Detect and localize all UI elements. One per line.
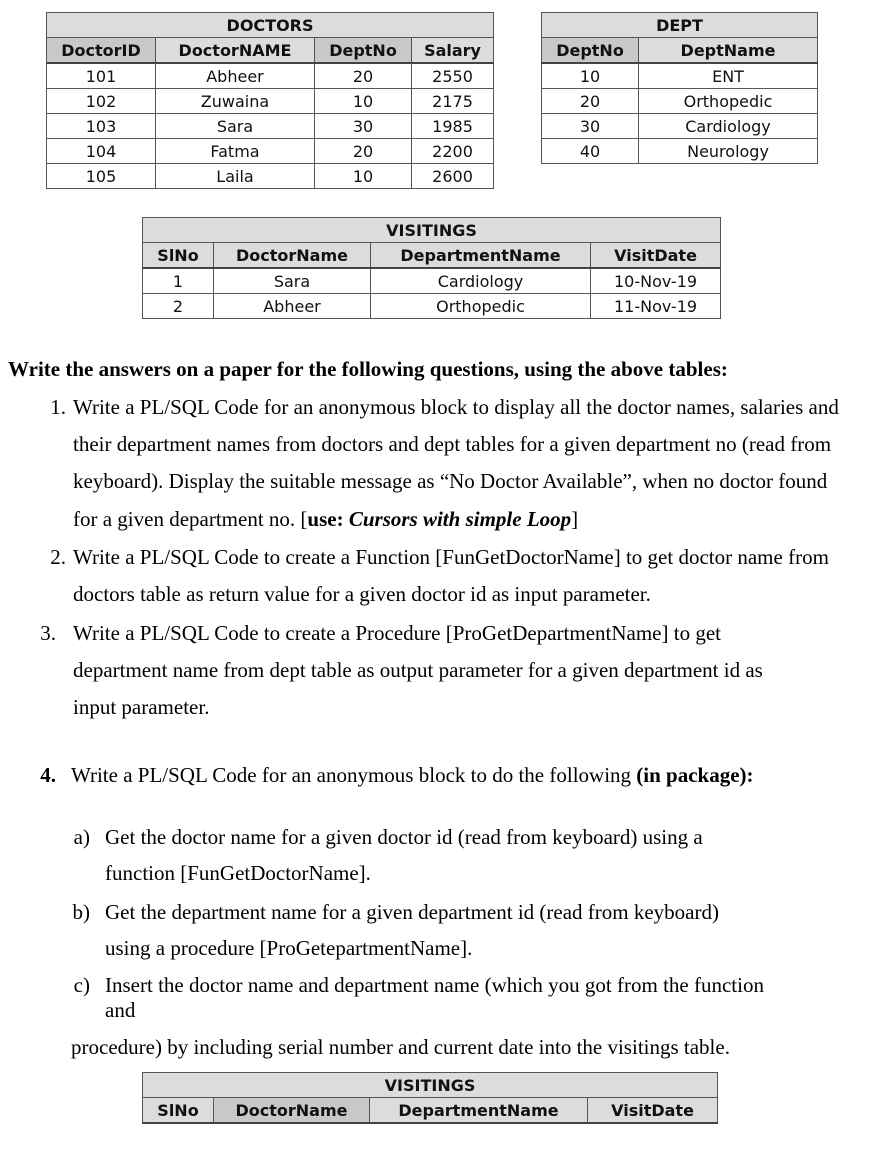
question-number: 1. [50, 395, 66, 419]
use-label: use: [307, 507, 344, 531]
dept-table [541, 12, 818, 164]
subitem-line: Get the doctor name for a given doctor id (read from keyboard) using a [105, 825, 703, 849]
cell: Abheer [156, 63, 315, 89]
cell: Cardiology [371, 268, 591, 294]
cell: 10 [315, 89, 412, 114]
visitings-empty-header-visitdate: VisitDate [588, 1098, 718, 1124]
cell: Orthopedic [639, 89, 818, 114]
visitings-empty-header-doctorname: DoctorName [214, 1098, 370, 1124]
visitings-empty-header-slno: SlNo [143, 1098, 214, 1124]
dept-header-deptname: DeptName [639, 38, 818, 64]
doctors-table-title: DOCTORS [47, 13, 494, 38]
cell: 10 [542, 63, 639, 89]
question-line: Write a PL/SQL Code to create a Function [FunGetDoctorName] to get doctor name from [73, 545, 829, 569]
question-text: for a given department no. [ [73, 507, 308, 531]
cell: Sara [214, 268, 371, 294]
visitings-header-doctorname: DoctorName [214, 243, 371, 269]
table-row [47, 139, 494, 164]
table-row [143, 294, 721, 319]
cell: Zuwaina [156, 89, 315, 114]
cell: 30 [542, 114, 639, 139]
subitem-label-b: b) [72, 900, 90, 924]
question-number: 2. [50, 545, 66, 569]
question-line: keyboard). Display the suitable message as “No Doctor Available”, when no doctor found [73, 469, 828, 493]
doctors-header-doctorid: DoctorID [47, 38, 156, 64]
question-text: ] [571, 507, 579, 531]
cell: 102 [47, 89, 156, 114]
visitings-header-slno: SlNo [143, 243, 214, 269]
cell: 30 [315, 114, 412, 139]
doctors-header-salary: Salary [412, 38, 494, 64]
cell: Cardiology [639, 114, 818, 139]
subitem-line: procedure) by including serial number and current date into the visitings table. [71, 1035, 730, 1059]
cell: 1 [143, 268, 214, 294]
table-row [47, 114, 494, 139]
cell: 20 [315, 63, 412, 89]
subitem-label-a: a) [73, 825, 90, 849]
cell: 104 [47, 139, 156, 164]
cell: 20 [315, 139, 412, 164]
cell: 103 [47, 114, 156, 139]
question-line [71, 763, 754, 788]
table-row [143, 268, 721, 294]
visitings-table-title: VISITINGS [143, 218, 721, 243]
cell: 101 [47, 63, 156, 89]
table-row [47, 63, 494, 89]
cell: 20 [542, 89, 639, 114]
subitem-line: and [105, 998, 136, 1022]
cell: Neurology [639, 139, 818, 164]
cell: 2 [143, 294, 214, 319]
table-row [47, 164, 494, 189]
cell: 40 [542, 139, 639, 164]
visitings-empty-title: VISITINGS [143, 1073, 718, 1098]
question-text: Write a PL/SQL Code for an anonymous block to do the following [71, 763, 632, 787]
visitings-header-row [143, 243, 721, 269]
question-line: input parameter. [73, 695, 210, 719]
doctors-header-row [47, 38, 494, 64]
doctors-header-deptno: DeptNo [315, 38, 412, 64]
question-number: 3. [40, 621, 56, 645]
cell: 105 [47, 164, 156, 189]
subitem-line: Insert the doctor name and department name (which you got from the function [105, 973, 764, 997]
visitings-empty-header-departmentname: DepartmentName [370, 1098, 588, 1124]
table-row [47, 89, 494, 114]
cell: 11-Nov-19 [591, 294, 721, 319]
cell: 10 [315, 164, 412, 189]
table-row [542, 89, 818, 114]
cell: Laila [156, 164, 315, 189]
emphasis-text: Cursors with simple Loop [348, 507, 572, 531]
visitings-empty-table [142, 1072, 718, 1124]
question-line: doctors table as return value for a given doctor id as input parameter. [73, 582, 651, 606]
table-row [542, 63, 818, 89]
cell: 1985 [412, 114, 494, 139]
dept-table-title: DEPT [542, 13, 818, 38]
visitings-table [142, 217, 721, 319]
question-line [73, 507, 578, 532]
instructions-heading: Write the answers on a paper for the following questions, using the above tables: [8, 357, 728, 381]
visitings-header-departmentname: DepartmentName [371, 243, 591, 269]
question-number: 4. [40, 763, 56, 787]
cell: Fatma [156, 139, 315, 164]
visitings-empty-header-row [143, 1098, 718, 1124]
cell: 2550 [412, 63, 494, 89]
cell: 2200 [412, 139, 494, 164]
question-line: department name from dept table as output parameter for a given department id as [73, 658, 763, 682]
emphasis-text: (in package): [636, 763, 754, 787]
subitem-line: function [FunGetDoctorName]. [105, 861, 371, 885]
subitem-line: using a procedure [ProGetepartmentName]. [105, 936, 473, 960]
question-line: their department names from doctors and dept tables for a given department no (read from [73, 432, 832, 456]
cell: Abheer [214, 294, 371, 319]
cell: Sara [156, 114, 315, 139]
subitem-line: Get the department name for a given department id (read from keyboard) [105, 900, 719, 924]
question-line: Write a PL/SQL Code to create a Procedure [ProGetDepartmentName] to get [73, 621, 721, 645]
cell: 2175 [412, 89, 494, 114]
doctors-header-doctorname: DoctorNAME [156, 38, 315, 64]
question-line: Write a PL/SQL Code for an anonymous block to display all the doctor names, salaries and [73, 395, 839, 419]
cell: ENT [639, 63, 818, 89]
table-row [542, 114, 818, 139]
visitings-header-visitdate: VisitDate [591, 243, 721, 269]
subitem-label-c: c) [73, 973, 90, 997]
dept-header-deptno: DeptNo [542, 38, 639, 64]
cell: 10-Nov-19 [591, 268, 721, 294]
dept-header-row [542, 38, 818, 64]
cell: 2600 [412, 164, 494, 189]
table-row [542, 139, 818, 164]
cell: Orthopedic [371, 294, 591, 319]
doctors-table [46, 12, 494, 189]
